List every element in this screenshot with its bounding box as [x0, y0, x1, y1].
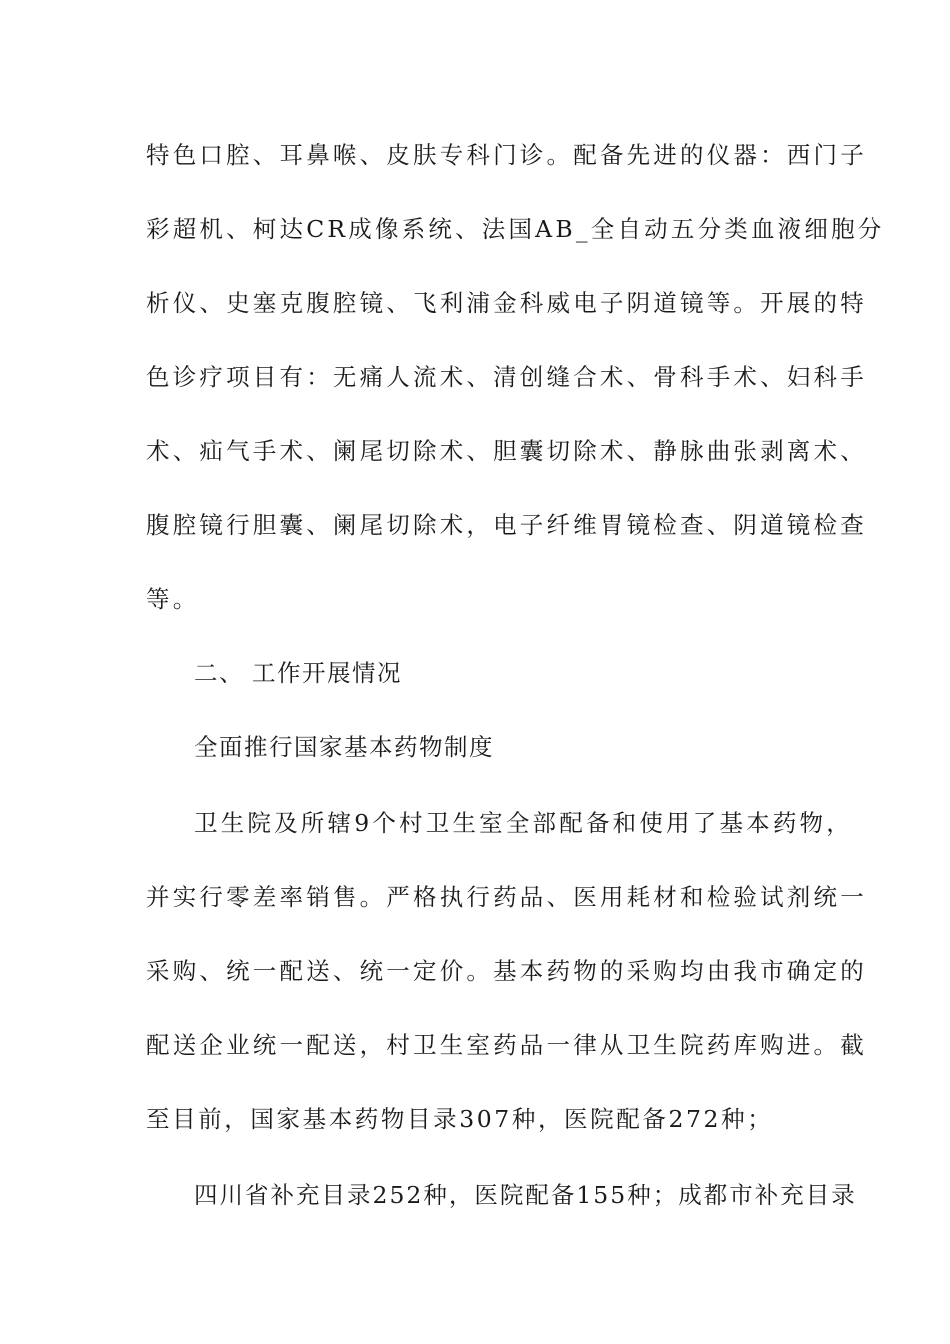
para2-line-2: 并实行零差率销售。严格执行药品、医用耗材和检验试剂统一: [146, 883, 867, 911]
section-heading-title: 工作开展情况: [252, 659, 402, 687]
subheading: 全面推行国家基本药物制度: [194, 733, 494, 761]
para2-line-5: 至目前，国家基本药物目录307种，医院配备272种；: [146, 1105, 774, 1133]
para2-line-1: 卫生院及所辖9个村卫生室全部配备和使用了基本药物，: [194, 809, 853, 837]
body-line-5: 术、疝气手术、阑尾切除术、胆囊切除术、静脉曲张剥离术、: [146, 437, 867, 465]
para2-line-4: 配送企业统一配送，村卫生室药品一律从卫生院药库购进。截: [146, 1031, 867, 1059]
body-line-1: 特色口腔、耳鼻喉、皮肤专科门诊。配备先进的仪器：西门子: [146, 141, 867, 169]
section-heading: [194, 658, 810, 688]
para3-line-1: 四川省补充目录252种，医院配备155种；成都市补充目录: [194, 1181, 857, 1209]
body-line-7: 等。: [146, 585, 200, 613]
body-line-3: 析仪、史塞克腹腔镜、飞利浦金科威电子阴道镜等。开展的特: [146, 289, 867, 317]
para2-line-3: 采购、统一配送、统一定价。基本药物的采购均由我市确定的: [146, 957, 867, 985]
body-line-6: 腹腔镜行胆囊、阑尾切除术，电子纤维胃镜检查、阴道镜检查: [146, 511, 867, 539]
body-line-4: 色诊疗项目有：无痛人流术、清创缝合术、骨科手术、妇科手: [146, 363, 867, 391]
section-heading-number: 二、: [194, 659, 244, 687]
body-line-2: 彩超机、柯达CR成像系统、法国AB_全自动五分类血液细胞分: [146, 215, 885, 243]
